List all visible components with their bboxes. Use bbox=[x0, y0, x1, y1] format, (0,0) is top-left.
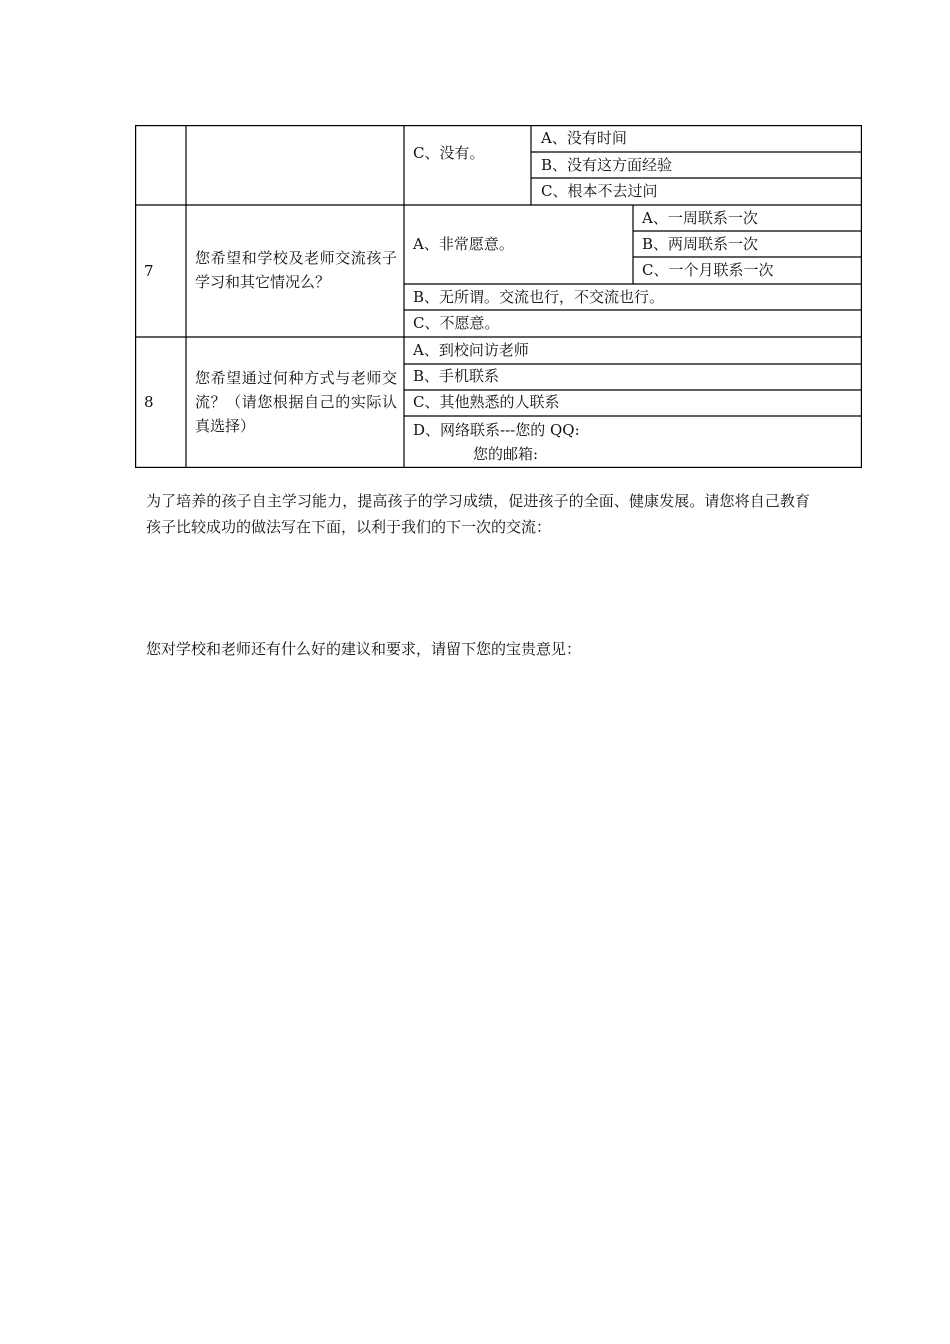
q8-option-d: D、网络联系---您的 QQ: bbox=[413, 421, 580, 439]
q7-option-c: C、不愿意。 bbox=[413, 314, 500, 332]
q8-number: 8 bbox=[144, 393, 154, 411]
paragraph-suggestions: 您对学校和老师还有什么好的建议和要求，请留下您的宝贵意见： bbox=[146, 640, 582, 658]
q7-option-a-sub-c: C、一个月联系一次 bbox=[642, 261, 774, 279]
q8-option-d-email: 您的邮箱: bbox=[473, 445, 539, 463]
q8-option-c: C、其他熟悉的人联系 bbox=[413, 393, 560, 411]
row6-sub-c: C、根本不去过问 bbox=[541, 182, 658, 200]
q7-option-a-sub-a: A、一周联系一次 bbox=[642, 209, 758, 227]
row6-option-c: C、没有。 bbox=[413, 144, 485, 162]
paragraph-experience: 为了培养的孩子自主学习能力，提高孩子的学习成绩，促进孩子的全面、健康发展。请您将自己教育孩子比较成功的做法写在下面，以利于我们的下一次的交流： bbox=[146, 492, 810, 536]
q7-option-b: B、无所谓。交流也行，不交流也行。 bbox=[413, 288, 665, 306]
q8-option-b: B、手机联系 bbox=[413, 367, 500, 385]
q7-number: 7 bbox=[144, 262, 154, 280]
row6-sub-b: B、没有这方面经验 bbox=[541, 156, 673, 174]
survey-table bbox=[135, 125, 862, 468]
q7-question: 您希望和学校及老师交流孩子学习和其它情况么？ bbox=[195, 249, 397, 291]
q7-option-a-sub-b: B、两周联系一次 bbox=[642, 235, 759, 253]
q8-option-a: A、到校问访老师 bbox=[413, 341, 529, 359]
row6-sub-a: A、没有时间 bbox=[541, 129, 627, 147]
q7-option-a: A、非常愿意。 bbox=[413, 235, 514, 253]
q8-question: 您希望通过何种方式与老师交流？（请您根据自己的实际认真选择） bbox=[195, 369, 397, 435]
